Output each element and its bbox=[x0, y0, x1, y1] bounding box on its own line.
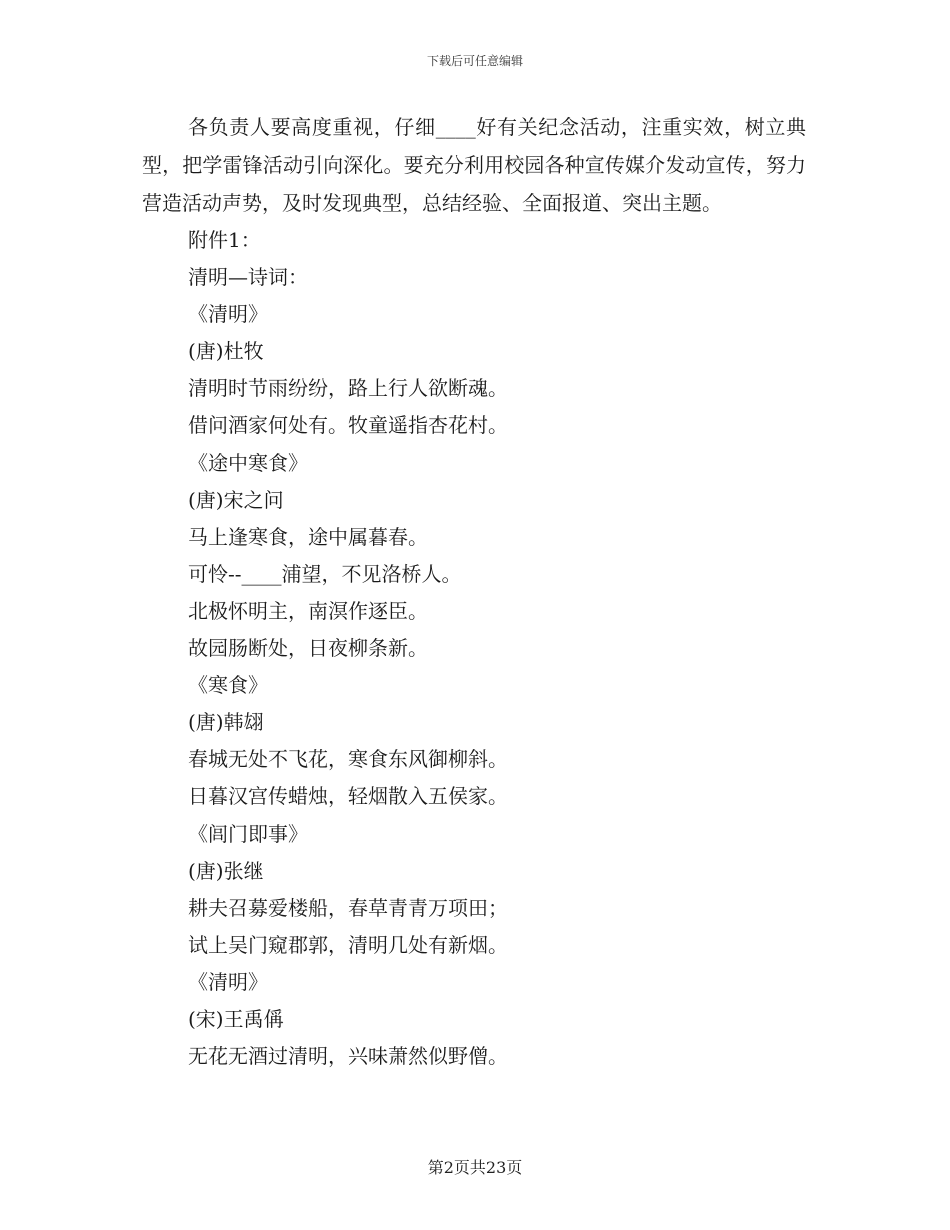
poem-title: 《闾门即事》 bbox=[188, 821, 308, 846]
poem-author: (唐)宋之问 bbox=[188, 487, 284, 512]
poem-title: 《寒食》 bbox=[188, 673, 268, 698]
poem-title: 《途中寒食》 bbox=[188, 450, 308, 475]
attachment-label: 附件1： bbox=[188, 228, 261, 252]
poem-line: 试上吴门窥郡郭，清明几处有新烟。 bbox=[188, 932, 508, 957]
poem-author: (唐)张继 bbox=[188, 858, 264, 883]
page-number: 第2页共23页 bbox=[427, 1158, 523, 1177]
poem-author: (宋)王禹偁 bbox=[188, 1006, 284, 1031]
poem-author: (唐)韩翃 bbox=[188, 710, 264, 735]
poem-line: 春城无处不飞花，寒食东风御柳斜。 bbox=[188, 747, 508, 772]
section-heading: 清明—诗词： bbox=[188, 265, 308, 290]
poem-line: 日暮汉宫传蜡烛，轻烟散入五侯家。 bbox=[188, 784, 508, 809]
poem-line: 耕夫召募爱楼船，春草青青万项田； bbox=[188, 895, 508, 920]
page-header-note: 下载后可任意编辑 bbox=[426, 54, 523, 68]
poem-line: 借问酒家何处有。牧童遥指杏花村。 bbox=[188, 413, 508, 438]
poem-line: 清明时节雨纷纷，路上行人欲断魂。 bbox=[188, 376, 508, 401]
poem-author: (唐)杜牧 bbox=[188, 339, 264, 364]
document-body bbox=[142, 108, 806, 1075]
poem-line: 故园肠断处，日夜柳条新。 bbox=[188, 636, 428, 661]
poem-line: 北极怀明主，南溟作逐臣。 bbox=[188, 598, 428, 623]
body-paragraph: 各负责人要高度重视，仔细____好有关纪念活动，注重实效，树立典型，把学雷锋活动引向深化。要充分利用校园各种宣传媒介发动宣传，努力营造活动声势，及时发现典型，总结经验、全面报道、突出主题。 bbox=[142, 115, 806, 215]
poem-line: 马上逢寒食，途中属暮春。 bbox=[188, 524, 428, 549]
poem-line: 可怜--____浦望，不见洛桥人。 bbox=[188, 561, 462, 586]
poem-title: 《清明》 bbox=[188, 302, 268, 327]
poem-title: 《清明》 bbox=[188, 969, 268, 994]
poem-line: 无花无酒过清明，兴味萧然似野僧。 bbox=[188, 1044, 508, 1069]
